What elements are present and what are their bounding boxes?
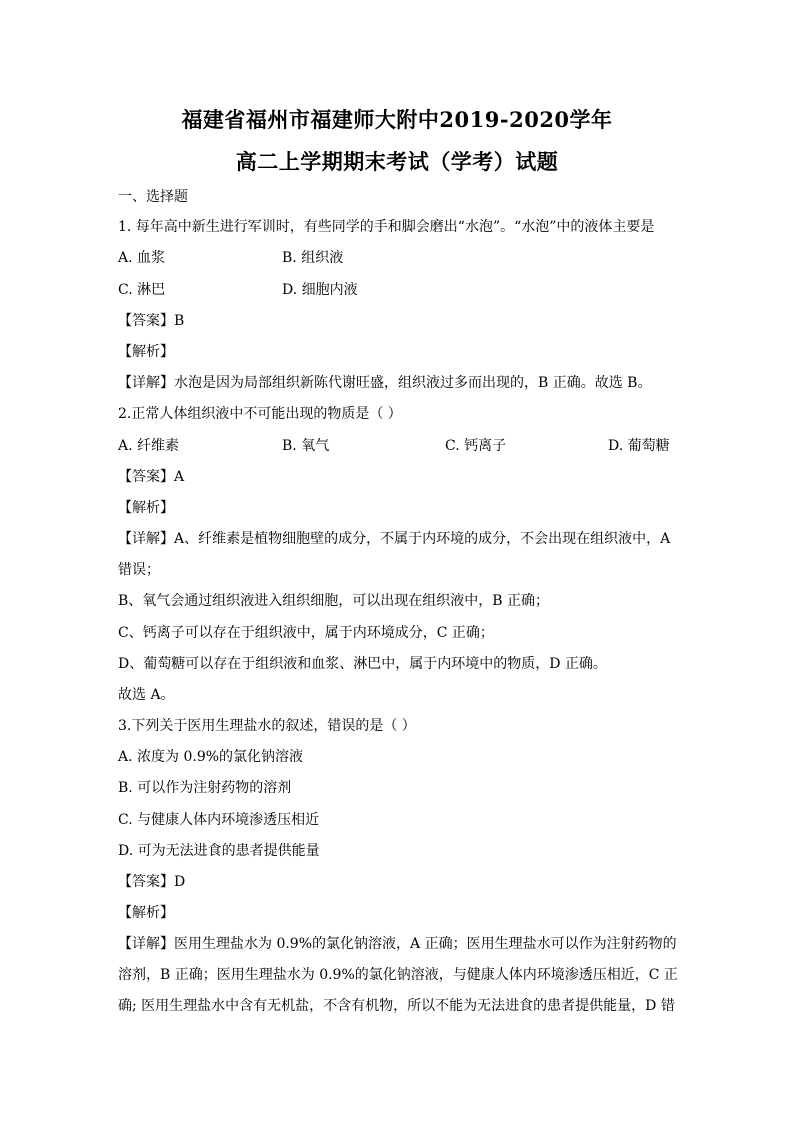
question-2-option-a: A. 纤维素 bbox=[118, 438, 180, 454]
question-1-option-d: D. 细胞内液 bbox=[282, 282, 358, 298]
section-heading: 一、选择题 bbox=[118, 189, 188, 205]
question-3-option-a: A. 浓度为 0.9%的氯化钠溶液 bbox=[118, 749, 304, 765]
question-3-option-b: B. 可以作为注射药物的溶剂 bbox=[118, 780, 292, 796]
question-2-detail-c: C、钙离子可以存在于组织液中，属于内环境成分，C 正确； bbox=[118, 625, 494, 641]
document-title-line-2: 高二上学期期末考试（学考）试题 bbox=[235, 149, 559, 174]
question-1-stem: 1. 每年高中新生进行军训时，有些同学的手和脚会磨出“水泡”。“水泡”中的液体主要是 bbox=[118, 219, 655, 235]
question-3-analysis-label: 【解析】 bbox=[118, 905, 174, 921]
question-3-stem: 3.下列关于医用生理盐水的叙述，错误的是（ ） bbox=[118, 718, 416, 734]
question-1-option-a: A. 血浆 bbox=[118, 250, 166, 266]
question-2-stem: 2.正常人体组织液中不可能出现的物质是（ ） bbox=[118, 406, 402, 422]
question-1-detail: 【详解】水泡是因为局部组织新陈代谢旺盛，组织液过多而出现的，B 正确。故选 B。 bbox=[118, 375, 652, 391]
question-3-detail-line-3: 确; 医用生理盐水中含有无机盐，不含有机物，所以不能为无法进食的患者提供能量，D 错 bbox=[118, 998, 675, 1014]
question-1-answer: 【答案】B bbox=[118, 313, 185, 329]
question-3-option-d: D. 可为无法进食的患者提供能量 bbox=[118, 843, 320, 859]
question-2-conclusion: 故选 A。 bbox=[118, 687, 175, 703]
question-1-option-b: B. 组织液 bbox=[282, 250, 344, 266]
question-2-analysis-label: 【解析】 bbox=[118, 500, 174, 516]
question-2-answer: 【答案】A bbox=[118, 469, 185, 485]
question-2-option-d: D. 葡萄糖 bbox=[608, 438, 670, 454]
question-3-answer: 【答案】D bbox=[118, 874, 186, 890]
question-1-option-c: C. 淋巴 bbox=[118, 282, 166, 298]
question-3-option-c: C. 与健康人体内环境渗透压相近 bbox=[118, 812, 320, 828]
question-2-detail-a-cont: 错误； bbox=[118, 562, 160, 578]
question-3-detail-line-2: 溶剂，B 正确；医用生理盐水为 0.9%的氯化钠溶液，与健康人体内环境渗透压相近，C 正 bbox=[118, 967, 678, 983]
question-2-detail-d: D、葡萄糖可以存在于组织液和血浆、淋巴中，属于内环境中的物质，D 正确。 bbox=[118, 656, 607, 672]
question-3-detail-line-1: 【详解】医用生理盐水为 0.9%的氯化钠溶液，A 正确；医用生理盐水可以作为注射药物的 bbox=[118, 936, 677, 952]
question-2-detail-a: 【详解】A、纤维素是植物细胞壁的成分，不属于内环境的成分，不会出现在组织液中，A bbox=[118, 531, 671, 547]
question-1-analysis-label: 【解析】 bbox=[118, 344, 174, 360]
document-title-line-1: 福建省福州市福建师大附中2019-2020学年 bbox=[181, 107, 613, 132]
question-2-option-b: B. 氧气 bbox=[282, 438, 330, 454]
question-2-detail-b: B、氧气会通过组织液进入组织细胞，可以出现在组织液中，B 正确； bbox=[118, 593, 550, 609]
question-2-option-c: C. 钙离子 bbox=[445, 438, 507, 454]
